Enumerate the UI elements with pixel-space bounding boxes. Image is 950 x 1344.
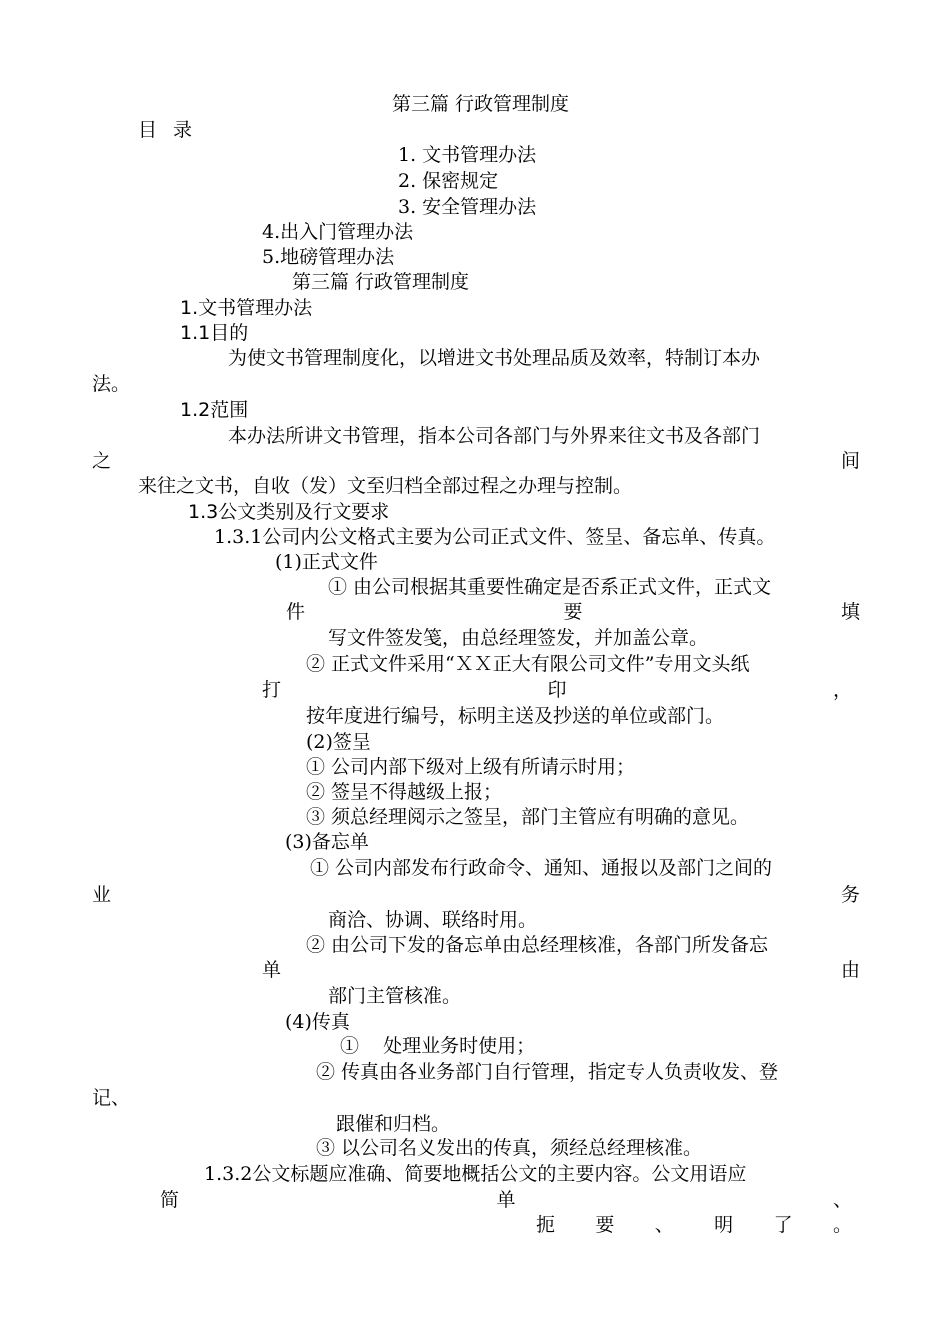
toc-heading: 目 录 bbox=[138, 119, 193, 141]
toc-item: 2. 保密规定 bbox=[398, 170, 499, 192]
text-fragment: 单 bbox=[496, 1189, 516, 1211]
text-fragment: 填 bbox=[840, 601, 860, 623]
paragraph-line bbox=[536, 1213, 852, 1237]
text-fragment: 扼 bbox=[536, 1214, 556, 1236]
paragraph-line bbox=[286, 600, 860, 624]
text-fragment: 了 bbox=[773, 1214, 793, 1236]
paragraph-line: 1.3.2公文标题应准确、简要地概括公文的主要内容。公文用语应 bbox=[204, 1163, 747, 1185]
text-fragment: 明 bbox=[714, 1214, 734, 1236]
paragraph-line bbox=[92, 883, 860, 907]
text-fragment: 单 bbox=[262, 959, 282, 981]
text-fragment: 。 bbox=[832, 1214, 852, 1236]
paragraph-line: ③ 以公司名义发出的传真，须经总经理核准。 bbox=[316, 1137, 703, 1159]
subsection-heading: 1.1目的 bbox=[180, 322, 249, 344]
paragraph-line: 商洽、协调、联络时用。 bbox=[328, 909, 538, 931]
subsection-heading: 1.3公文类别及行文要求 bbox=[188, 501, 390, 523]
text-fragment: 间 bbox=[840, 450, 860, 472]
page-title: 第三篇 行政管理制度 bbox=[392, 93, 570, 115]
paragraph-line: ③ 须总经理阅示之签呈，部门主管应有明确的意见。 bbox=[306, 806, 750, 828]
text-fragment: 印 bbox=[547, 679, 567, 701]
paragraph-line: ② 传真由各业务部门自行管理，指定专人负责收发、登 bbox=[316, 1061, 779, 1083]
subsection-heading: 1.2范围 bbox=[180, 399, 249, 421]
item-heading: (1)正式文件 bbox=[275, 551, 378, 573]
text-fragment: 务 bbox=[840, 884, 860, 906]
section-heading: 1.文书管理办法 bbox=[180, 297, 313, 319]
toc-item: 4.出入门管理办法 bbox=[262, 221, 414, 243]
paragraph-line bbox=[92, 449, 860, 473]
toc-item: 1. 文书管理办法 bbox=[398, 144, 537, 166]
paragraph-line: ② 由公司下发的备忘单由总经理核准，各部门所发备忘 bbox=[306, 934, 769, 956]
paragraph-line: 按年度进行编号，标明主送及抄送的单位或部门。 bbox=[306, 705, 725, 727]
text-fragment: 打 bbox=[262, 679, 282, 701]
item-heading: (2)签呈 bbox=[306, 731, 371, 753]
paragraph-line: 来往之文书，自收（发）文至归档全部过程之办理与控制。 bbox=[138, 475, 633, 497]
paragraph-line: 法。 bbox=[92, 373, 131, 395]
item-heading: (3)备忘单 bbox=[285, 831, 369, 853]
paragraph-line: ① 公司内部发布行政命令、通知、通报以及部门之间的 bbox=[310, 857, 773, 879]
paragraph-line: 为使文书管理制度化，以增进文书处理品质及效率，特制订本办 bbox=[228, 347, 761, 369]
text-fragment: 件 bbox=[286, 601, 306, 623]
text-fragment: 、 bbox=[832, 1189, 852, 1211]
section-title-repeat: 第三篇 行政管理制度 bbox=[292, 271, 470, 293]
paragraph-line bbox=[160, 1188, 852, 1212]
toc-item: 3. 安全管理办法 bbox=[398, 196, 537, 218]
paragraph-line bbox=[262, 958, 860, 982]
paragraph-line: ① 公司内部下级对上级有所请示时用； bbox=[306, 756, 636, 778]
paragraph-line: 跟催和归档。 bbox=[336, 1113, 451, 1135]
text-fragment: 要 bbox=[563, 601, 583, 623]
paragraph-line: ② 正式文件采用“ＸＸ正大有限公司文件”专用文头纸 bbox=[306, 653, 750, 675]
text-fragment: 简 bbox=[160, 1189, 180, 1211]
paragraph-line: 1.3.1公司内公文格式主要为公司正式文件、签呈、备忘单、传真。 bbox=[214, 526, 776, 548]
text-fragment: 业 bbox=[92, 884, 112, 906]
text-fragment: 要 bbox=[595, 1214, 615, 1236]
paragraph-line: 写文件签发笺，由总经理签发，并加盖公章。 bbox=[328, 627, 709, 649]
paragraph-line: ① 处理业务时使用； bbox=[340, 1035, 536, 1057]
item-heading: (4)传真 bbox=[285, 1011, 350, 1033]
paragraph-line: 部门主管核准。 bbox=[328, 985, 462, 1007]
toc-item: 5.地磅管理办法 bbox=[262, 246, 395, 268]
paragraph-line: 本办法所讲文书管理，指本公司各部门与外界来往文书及各部门 bbox=[228, 425, 761, 447]
text-fragment: ， bbox=[832, 679, 852, 701]
paragraph-line bbox=[262, 678, 852, 702]
text-fragment: 之 bbox=[92, 450, 112, 472]
paragraph-line: ② 签呈不得越级上报； bbox=[306, 781, 503, 803]
paragraph-line: ① 由公司根据其重要性确定是否系正式文件，正式文 bbox=[328, 576, 772, 598]
text-fragment: 、 bbox=[654, 1214, 674, 1236]
paragraph-line: 记、 bbox=[92, 1087, 131, 1109]
text-fragment: 由 bbox=[840, 959, 860, 981]
